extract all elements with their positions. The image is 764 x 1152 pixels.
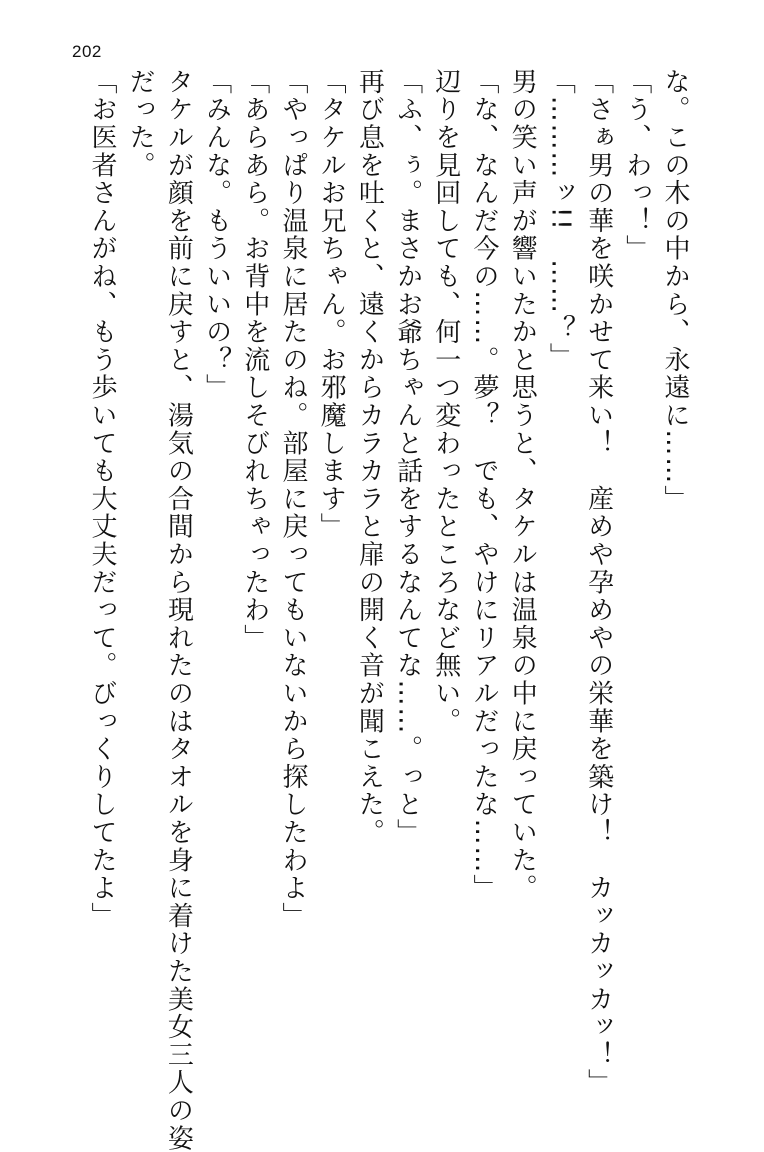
text-line: 「う、わっ！」: [621, 68, 652, 263]
text-line: 「ふ、ぅ。まさかお爺ちゃんと話をするなんてな……。っと」: [392, 68, 423, 847]
text-line: タケルが顔を前に戻すと、湯気の合間から現れたのはタオルを身に着けた美女三人の姿: [163, 68, 194, 1152]
text-line: 再び息を吐くと、遠くからカラカラと扉の開く音が聞こえた。: [354, 68, 385, 847]
text-line: 「やっぱり温泉に居たのね。部屋に戻ってもいないから探したわよ」: [277, 68, 308, 930]
text-line: 「………ッ!! ……？」: [545, 68, 576, 371]
vertical-text-body: [83, 68, 694, 1152]
text-line: な。この木の中から、永遠に……」: [660, 68, 690, 513]
text-line: 辺りを見回しても、何一つ変わったところなど無い。: [430, 68, 461, 736]
text-line: 「あらあら。お背中を流しそびれちゃったわ」: [239, 68, 270, 652]
text-line: 男の笑い声が響いたかと思うと、タケルは温泉の中に戻っていた。: [507, 68, 538, 902]
text-line: 「みんな。もういいの？」: [201, 68, 232, 402]
text-line: 「お医者さんがね、もう歩いても大丈夫だって。びっくりしてたよ」: [86, 68, 117, 930]
text-line: 「さぁ男の華を咲かせて来い！ 産めや孕めやの栄華を築け！ カッカッカッ！」: [583, 68, 614, 1097]
page-number: 202: [72, 42, 102, 61]
text-line: 「な、なんだ今の……。夢？ でも、やけにリアルだったな……」: [468, 68, 499, 902]
text-line: だった。: [125, 68, 156, 180]
text-line: 「タケルお兄ちゃん。お邪魔します」: [316, 68, 347, 541]
